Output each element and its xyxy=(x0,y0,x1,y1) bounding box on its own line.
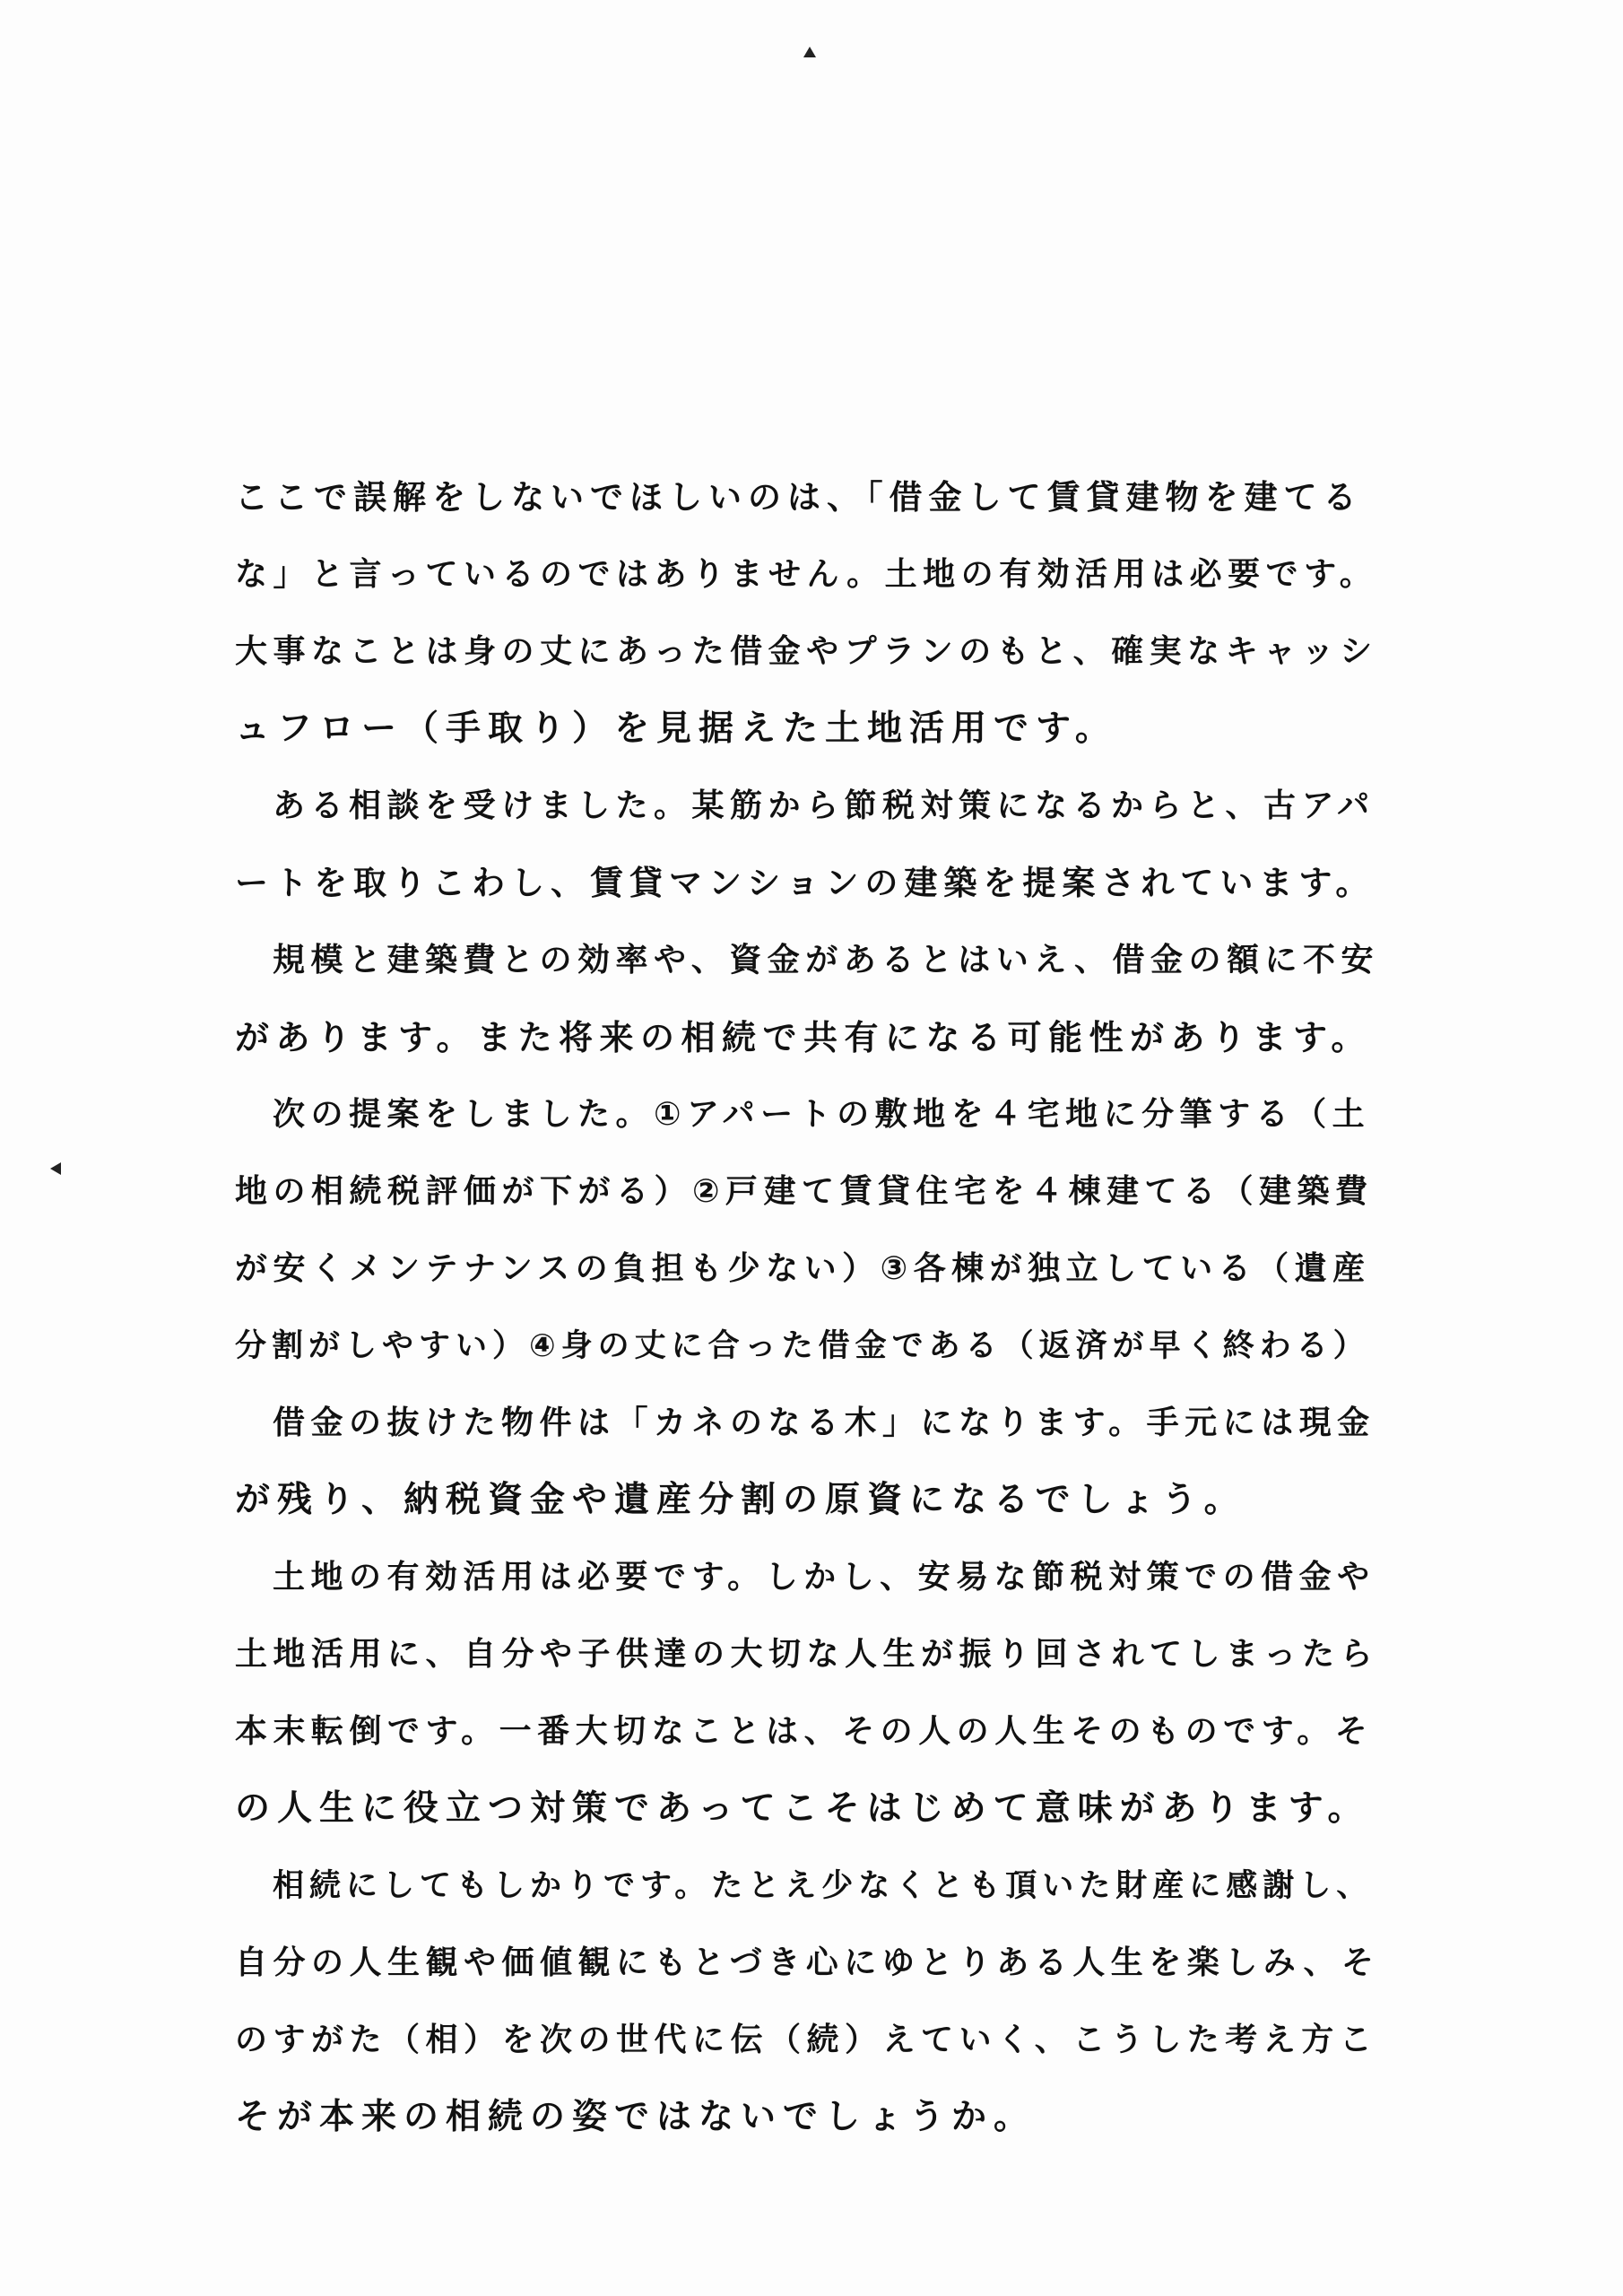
text-line-15: 土地の有効活用は必要です。しかし、安易な節税対策での借金や xyxy=(273,1559,1376,1596)
text-line-10: 地の相続税評価が下がる）②戸建て賃貸住宅を４棟建てる（建築費 xyxy=(235,1173,1374,1210)
text-line-14: が残り、納税資金や遺産分割の原資になるでしょう。 xyxy=(235,1480,1246,1520)
text-line-9: 次の提案をしました。①アパートの敷地を４宅地に分筆する（土 xyxy=(273,1096,1371,1133)
text-line-5: ある相談を受けました。某筋から節税対策になるからと、古アパ xyxy=(273,787,1376,824)
text-line-21: のすがた（相）を次の世代に伝（続）えていく、こうした考え方こ xyxy=(235,2022,1378,2058)
text-line-2: な」と言っているのではありません。土地の有効活用は必要です。 xyxy=(235,556,1378,593)
text-line-19: 相続にしてもしかりです。たとえ少なくとも頂いた財産に感謝し、 xyxy=(273,1868,1374,1904)
text-line-1: ここで誤解をしないでほしいのは、「借金して賃貸建物を建てる xyxy=(235,478,1363,517)
document-body xyxy=(235,459,1392,2156)
text-line-13: 借金の抜けた物件は「カネのなる木」になります。手元には現金 xyxy=(273,1405,1376,1441)
left-triangle-mark-icon xyxy=(50,1162,61,1175)
top-triangle-mark-icon xyxy=(803,47,816,57)
text-line-17: 本末転倒です。一番大切なことは、その人の人生そのものです。そ xyxy=(235,1713,1374,1750)
text-line-4: ュフロー（手取り）を見据えた土地活用です。 xyxy=(235,709,1117,749)
text-line-11: が安くメンテナンスの負担も少ない）③各棟が独立している（遺産 xyxy=(235,1250,1371,1287)
text-line-6: ートを取りこわし、賃貸マンションの建築を提案されています。 xyxy=(235,864,1376,902)
text-line-12: 分割がしやすい）④身の丈に合った借金である（返済が早く終わる） xyxy=(235,1328,1370,1364)
text-line-7: 規模と建築費との効率や、資金があるとはいえ、借金の額に不安 xyxy=(273,942,1379,978)
text-line-20: 自分の人生観や価値観にもとづき心にゆとりある人生を楽しみ、そ xyxy=(235,1944,1380,1981)
text-line-3: 大事なことは身の丈にあった借金やプランのもと、確実なキャッシ xyxy=(235,633,1378,670)
text-line-16: 土地活用に、自分や子供達の大切な人生が振り回されてしまったら xyxy=(235,1636,1379,1673)
text-line-8: があります。また将来の相続で共有になる可能性があります。 xyxy=(235,1018,1372,1057)
text-line-22: そが本来の相続の姿ではないでしょうか。 xyxy=(235,2097,1037,2137)
text-line-18: の人生に役立つ対策であってこそはじめて意味があります。 xyxy=(235,1788,1370,1829)
